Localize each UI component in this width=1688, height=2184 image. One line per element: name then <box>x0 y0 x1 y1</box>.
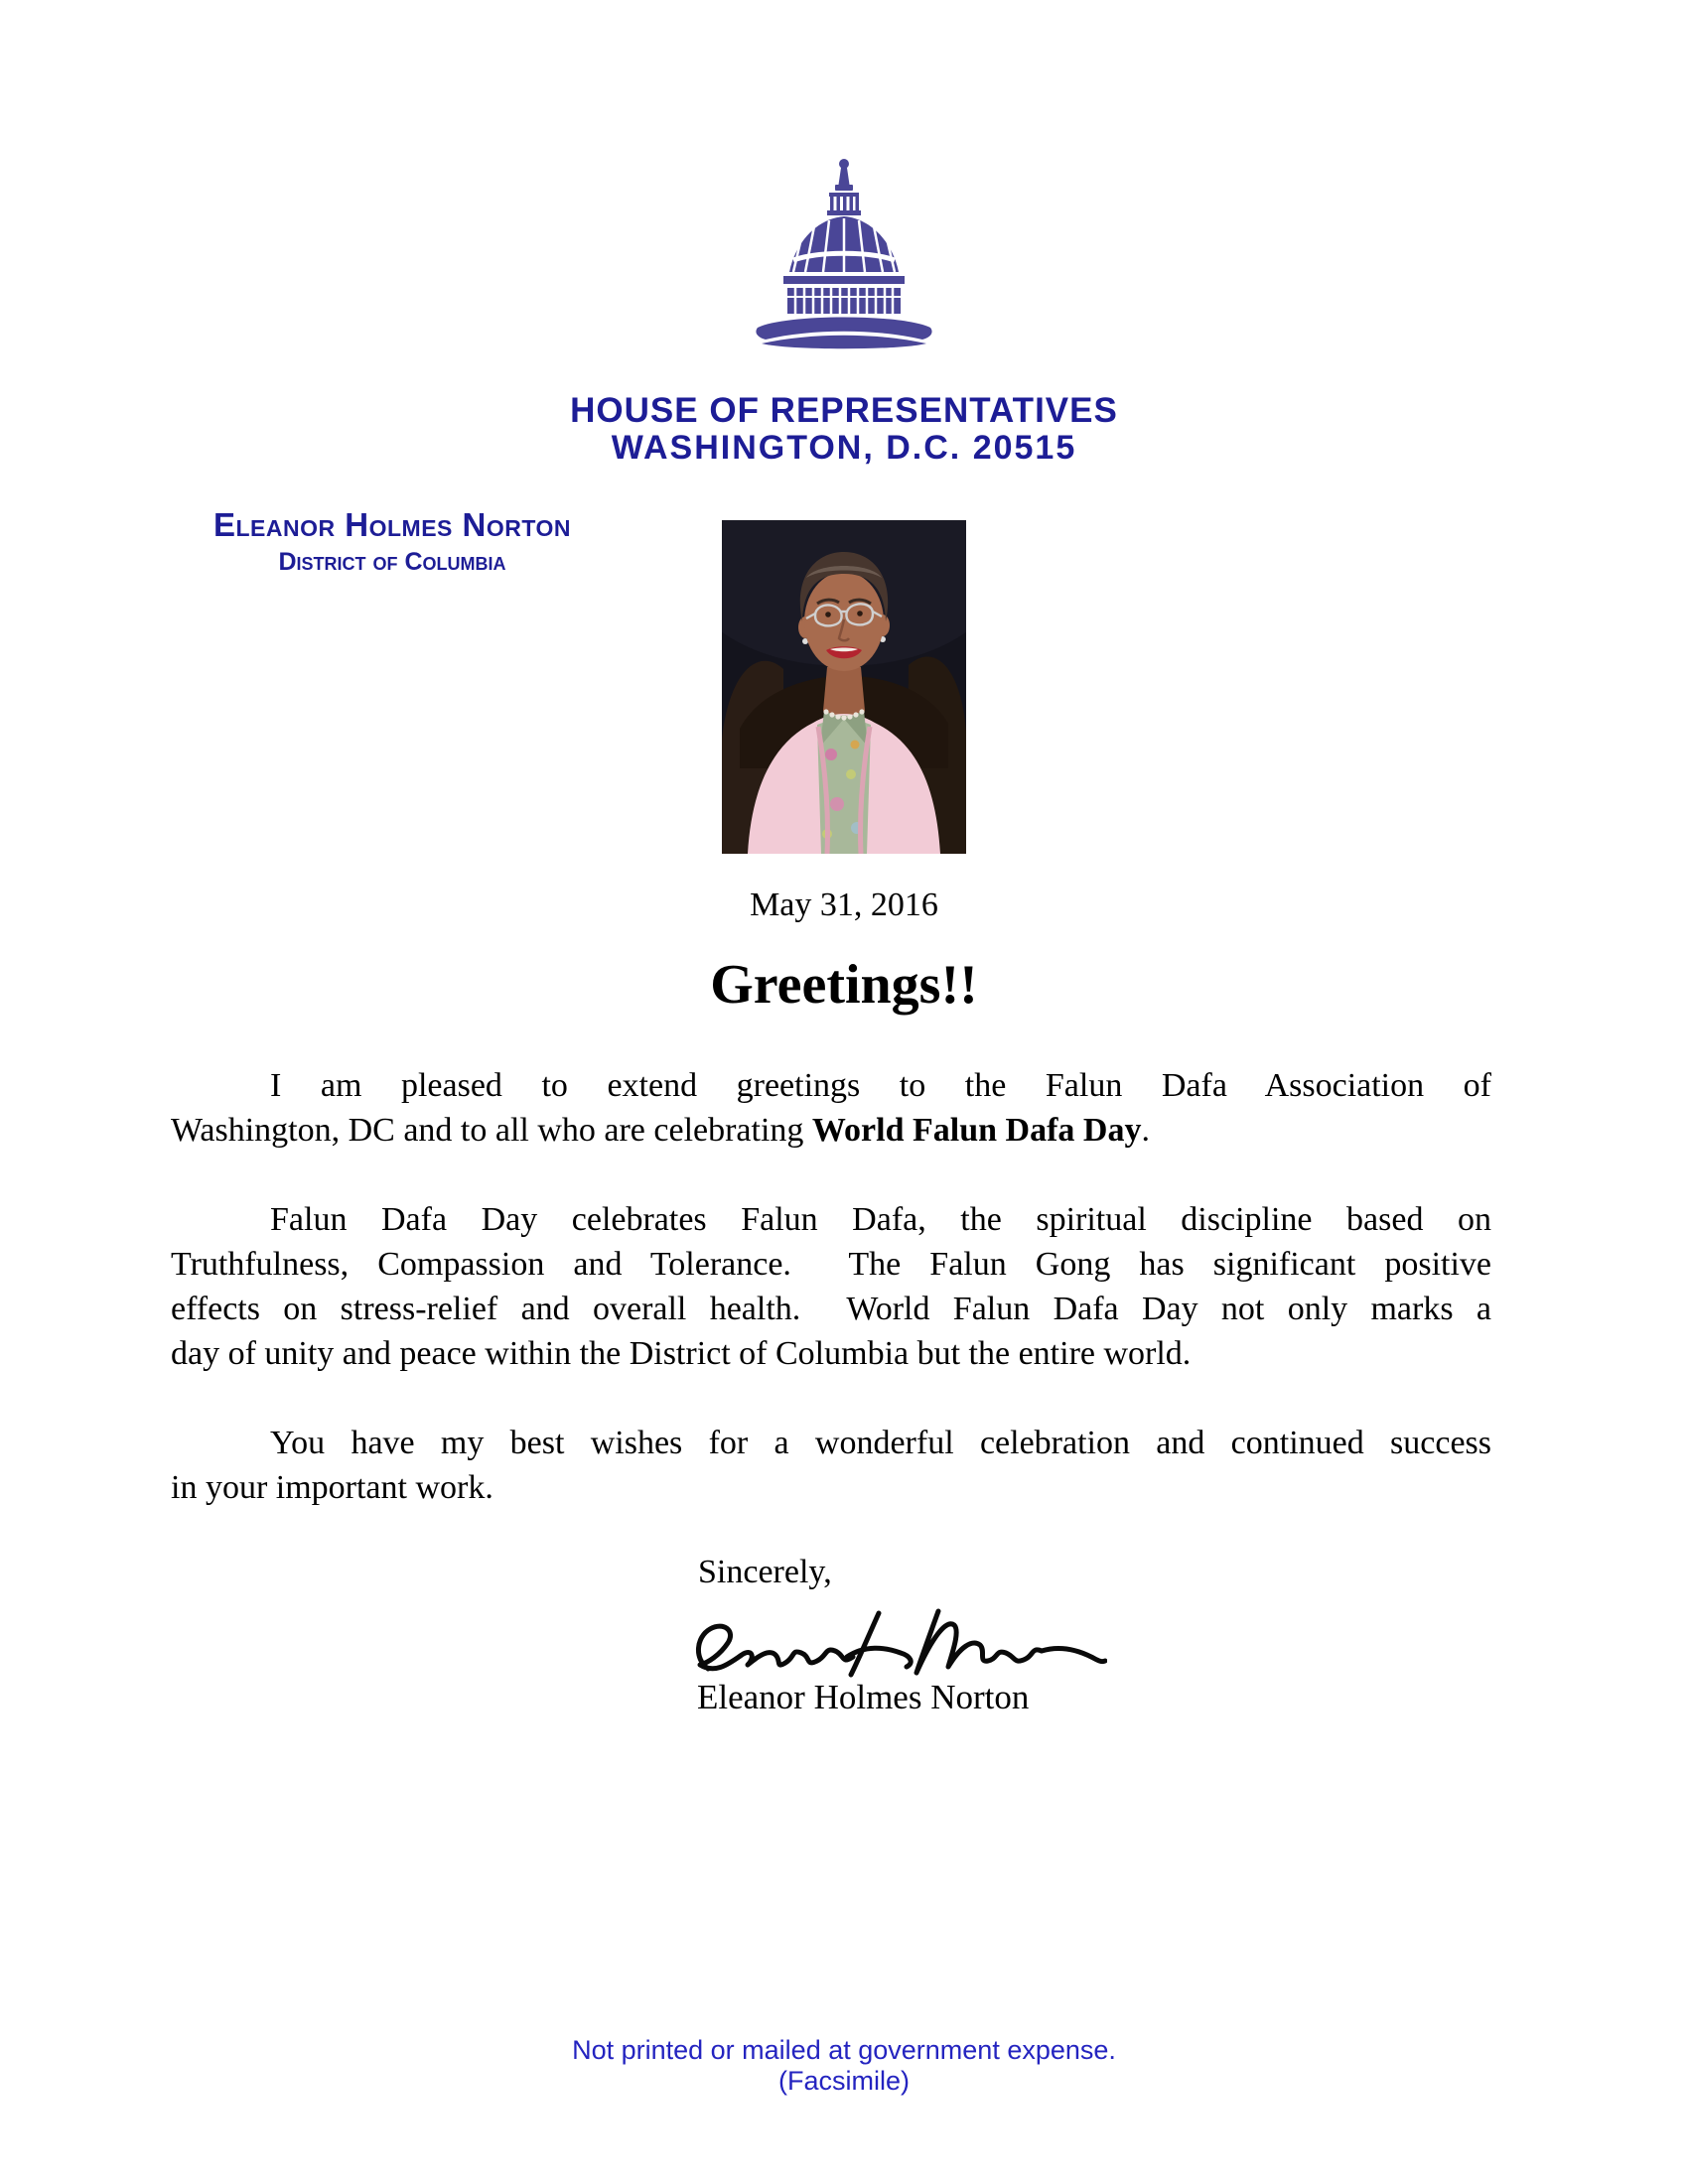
footer <box>0 2035 1688 2097</box>
closing-phrase: Sincerely, <box>698 1554 832 1590</box>
paragraph-line <box>171 1242 1491 1287</box>
letterhead-address: WASHINGTON, D.C. 20515 <box>611 429 1077 467</box>
footer-disclaimer: Not printed or mailed at government expense. <box>572 2035 1116 2065</box>
body-text: . <box>1141 1112 1150 1149</box>
body-text: I am pleased to extend greetings to the Falun Dafa Association of <box>270 1067 1491 1104</box>
portrait-photo <box>722 520 966 854</box>
paragraph <box>171 1063 1491 1153</box>
paragraph-line <box>171 1421 1491 1465</box>
body-text: effects on stress-relief and overall health. World Falun Dafa Day not only marks a <box>171 1291 1491 1327</box>
body-text: day of unity and peace within the District of Columbia but the entire world. <box>171 1335 1192 1372</box>
body-text: Washington, DC and to all who are celebrating <box>171 1112 812 1149</box>
paragraph <box>171 1421 1491 1510</box>
body-text: Falun Dafa Day celebrates Falun Dafa, the spiritual discipline based on <box>270 1201 1491 1238</box>
body-text: in your important work. <box>171 1469 493 1506</box>
signer-typed-name: Eleanor Holmes Norton <box>697 1678 1030 1716</box>
paragraph-line <box>171 1465 1491 1510</box>
letterhead-org: HOUSE OF REPRESENTATIVES <box>570 391 1118 430</box>
bold-text: World Falun Dafa Day <box>811 1112 1142 1149</box>
body-text: Truthfulness, Compassion and Tolerance. The Falun Gong has significant positive <box>171 1246 1491 1283</box>
capitol-dome-icon <box>742 157 946 375</box>
member-name: Eleanor Holmes Norton <box>212 506 572 543</box>
letter-body <box>171 1063 1491 1555</box>
body-text: You have my best wishes for a wonderful celebration and continued success <box>270 1425 1491 1461</box>
member-block <box>139 506 645 577</box>
signature-handwriting-icon <box>690 1591 1107 1691</box>
footer-facsimile: (Facsimile) <box>778 2066 910 2096</box>
paragraph-line <box>171 1331 1491 1376</box>
paragraph-line <box>171 1197 1491 1242</box>
member-district: District of Columbia <box>278 548 506 576</box>
letter-date: May 31, 2016 <box>750 887 938 923</box>
paragraph-line <box>171 1287 1491 1331</box>
paragraph-line <box>171 1063 1491 1108</box>
paragraph-line <box>171 1108 1491 1153</box>
salutation: Greetings!! <box>710 954 978 1016</box>
paragraph <box>171 1197 1491 1376</box>
